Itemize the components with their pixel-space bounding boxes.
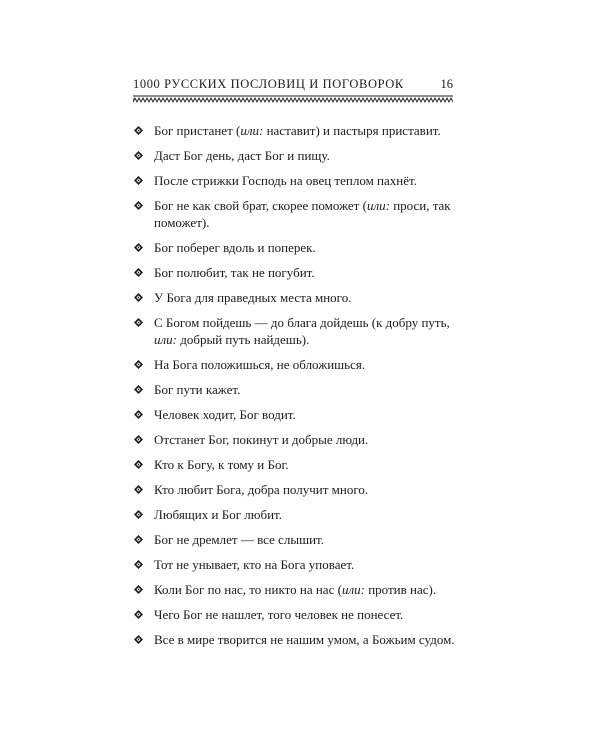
proverb-text: Даст Бог день, даст Бог и пищу. [154, 148, 330, 163]
proverb-text: Кто к Богу, к тому и Бог. [154, 457, 289, 472]
diamond-bullet-icon [134, 293, 143, 302]
proverb-item [133, 147, 463, 164]
diamond-bullet-icon [134, 201, 143, 210]
proverb-variant-marker: или: [154, 332, 177, 347]
proverb-text: проси, так поможет). [154, 198, 451, 230]
proverb-text: У Бога для праведных места много. [154, 290, 352, 305]
diamond-bullet-icon [134, 410, 143, 419]
proverb-text: наставит) и пастыря приставит. [263, 123, 441, 138]
proverb-text: добрый путь найдешь). [177, 332, 310, 347]
proverb-list [133, 122, 463, 656]
running-header [133, 74, 453, 94]
proverb-item [133, 172, 463, 189]
proverb-item [133, 289, 463, 306]
proverb-text: Бог пути кажет. [154, 382, 241, 397]
proverb-variant-marker: или: [341, 582, 365, 597]
proverb-item [133, 481, 463, 498]
proverb-item [133, 381, 463, 398]
proverb-text: Бог не дремлет — все слышит. [154, 532, 324, 547]
proverb-text: После стрижки Господь на овец теплом пахнёт. [154, 173, 417, 188]
proverb-variant-marker: или: [240, 123, 264, 138]
ornamental-rule [133, 95, 453, 105]
diamond-bullet-icon [134, 510, 143, 519]
proverb-item [133, 314, 463, 348]
proverb-text: Бог полюбит, так не погубит. [154, 265, 315, 280]
diamond-bullet-icon [134, 126, 143, 135]
diamond-bullet-icon [134, 535, 143, 544]
proverb-item [133, 406, 463, 423]
proverb-text: Любящих и Бог любит. [154, 507, 282, 522]
diamond-bullet-icon [134, 560, 143, 569]
proverb-item [133, 456, 463, 473]
proverb-text: Человек ходит, Бог водит. [154, 407, 296, 422]
proverb-item [133, 122, 463, 139]
proverb-text: Отстанет Бог, покинут и добрые люди. [154, 432, 369, 447]
book-title: 1000 РУССКИХ ПОСЛОВИЦ И ПОГОВОРОК [133, 77, 404, 91]
proverb-item [133, 506, 463, 523]
proverb-item [133, 356, 463, 373]
proverb-text: против нас). [364, 582, 437, 597]
proverb-text: С Богом пойдешь — до блага дойдешь (к добру путь, [154, 315, 450, 330]
proverb-item [133, 581, 463, 598]
proverb-item [133, 631, 463, 648]
proverb-item [133, 531, 463, 548]
diamond-bullet-icon [134, 243, 143, 252]
proverb-item [133, 556, 463, 573]
page-number: 16 [440, 77, 453, 91]
diamond-bullet-icon [134, 268, 143, 277]
proverb-text: Бог поберег вдоль и поперек. [154, 240, 316, 255]
diamond-bullet-icon [134, 460, 143, 469]
proverb-text: Чего Бог не нашлет, того человек не понесет. [154, 607, 404, 622]
diamond-bullet-icon [134, 435, 143, 444]
proverb-item [133, 431, 463, 448]
proverb-variant-marker: или: [366, 198, 390, 213]
diamond-bullet-icon [134, 176, 143, 185]
proverb-text: Коли Бог по нас, то никто на нас ( [154, 582, 342, 597]
diamond-bullet-icon [134, 485, 143, 494]
diamond-bullet-icon [134, 610, 143, 619]
proverb-text: На Бога положишься, не обложишься. [154, 357, 366, 372]
proverb-text: Тот не унывает, кто на Бога уповает. [154, 557, 355, 572]
proverb-text: Все в мире творится не нашим умом, а Божьим судом. [154, 632, 455, 647]
diamond-bullet-icon [134, 385, 143, 394]
proverb-item [133, 239, 463, 256]
proverb-text: Кто любит Бога, добра получит много. [154, 482, 369, 497]
proverb-item [133, 197, 463, 231]
diamond-bullet-icon [134, 635, 143, 644]
diamond-bullet-icon [134, 360, 143, 369]
proverb-text: Бог не как свой брат, скорее поможет ( [154, 198, 367, 213]
diamond-bullet-icon [134, 585, 143, 594]
diamond-bullet-icon [134, 151, 143, 160]
proverb-text: Бог пристанет ( [154, 123, 241, 138]
proverb-item [133, 264, 463, 281]
diamond-bullet-icon [134, 318, 143, 327]
proverb-item [133, 606, 463, 623]
